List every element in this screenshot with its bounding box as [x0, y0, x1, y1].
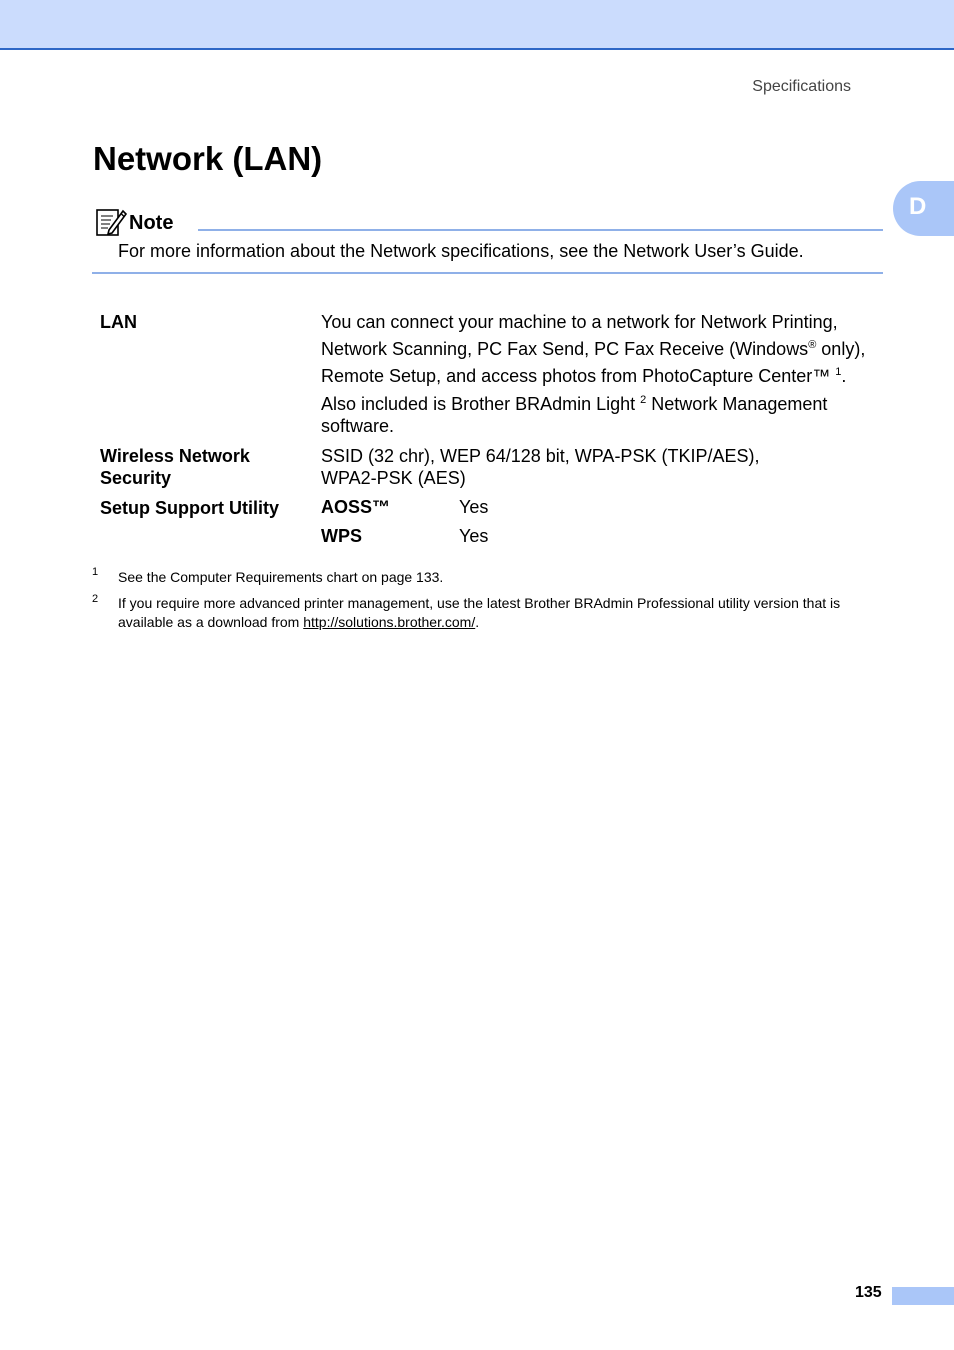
- page-number-bar: [892, 1287, 954, 1305]
- chapter-tab: [893, 181, 954, 236]
- note-pencil-icon: [95, 206, 127, 238]
- note-divider-top: [198, 229, 883, 231]
- spec-label-lan: LAN: [100, 312, 137, 332]
- note-text: For more information about the Network specifications, see the Network User’s Guide.: [118, 241, 804, 261]
- spec-value-lan-line2: [321, 338, 865, 360]
- footnote-number-2: 2: [92, 593, 99, 605]
- lan-line4-end: Network Management: [646, 394, 828, 414]
- top-header-band: [0, 0, 954, 50]
- footnote-ref-1: 1: [835, 366, 842, 378]
- footnote-text-1: See the Computer Requirements chart on page 133.: [118, 569, 444, 585]
- note-label: Note: [129, 212, 174, 234]
- setup-item-wps-value: Yes: [459, 526, 489, 546]
- setup-item-wps-label: WPS: [321, 526, 363, 546]
- lan-line4-text: Also included is Brother BRAdmin Light: [321, 394, 641, 414]
- spec-value-lan-line5: software.: [321, 416, 395, 436]
- spec-label-wireless-line1: Wireless Network: [100, 446, 250, 466]
- spec-value-lan-line4: [321, 393, 827, 415]
- lan-line3-end: .: [841, 366, 847, 386]
- footnote-2-line1: If you require more advanced printer management, use the latest Brother BRAdmin Professional utility version that is: [118, 595, 841, 611]
- running-head: Specifications: [752, 78, 851, 95]
- footnote-number-1: 1: [92, 566, 99, 578]
- page-title: Network (LAN): [93, 140, 323, 177]
- chapter-tab-letter: D: [909, 193, 927, 220]
- registered-mark: ®: [808, 339, 817, 351]
- lan-line2-end: only),: [816, 339, 866, 359]
- footnote-2-line2-end: .: [475, 614, 480, 630]
- spec-label-wireless-line2: Security: [100, 468, 172, 488]
- footnote-2-line2-text: available as a download from: [118, 614, 304, 630]
- setup-item-aoss-label: AOSS™: [321, 497, 391, 517]
- footnote-2-line2: [118, 613, 888, 632]
- footnote-ref-2: 2: [640, 394, 647, 406]
- lan-line3-text: Remote Setup, and access photos from PhotoCapture Center™: [321, 366, 836, 386]
- brother-solutions-link[interactable]: http://solutions.brother.com/: [303, 614, 476, 630]
- page-number: 135: [855, 1284, 882, 1301]
- spec-value-wireless-line1: SSID (32 chr), WEP 64/128 bit, WPA-PSK (TKIP/AES),: [321, 446, 760, 466]
- setup-item-aoss-value: Yes: [459, 497, 489, 517]
- spec-value-wireless-line2: WPA2-PSK (AES): [321, 468, 466, 488]
- spec-value-lan-line3: [321, 365, 846, 387]
- spec-label-setup: Setup Support Utility: [100, 498, 279, 518]
- lan-line2-text: Network Scanning, PC Fax Send, PC Fax Receive (Windows: [321, 339, 809, 359]
- note-divider-bottom: [92, 272, 883, 274]
- footnote-text-2: [118, 594, 888, 632]
- spec-value-lan-line1: You can connect your machine to a network for Network Printing,: [321, 312, 838, 332]
